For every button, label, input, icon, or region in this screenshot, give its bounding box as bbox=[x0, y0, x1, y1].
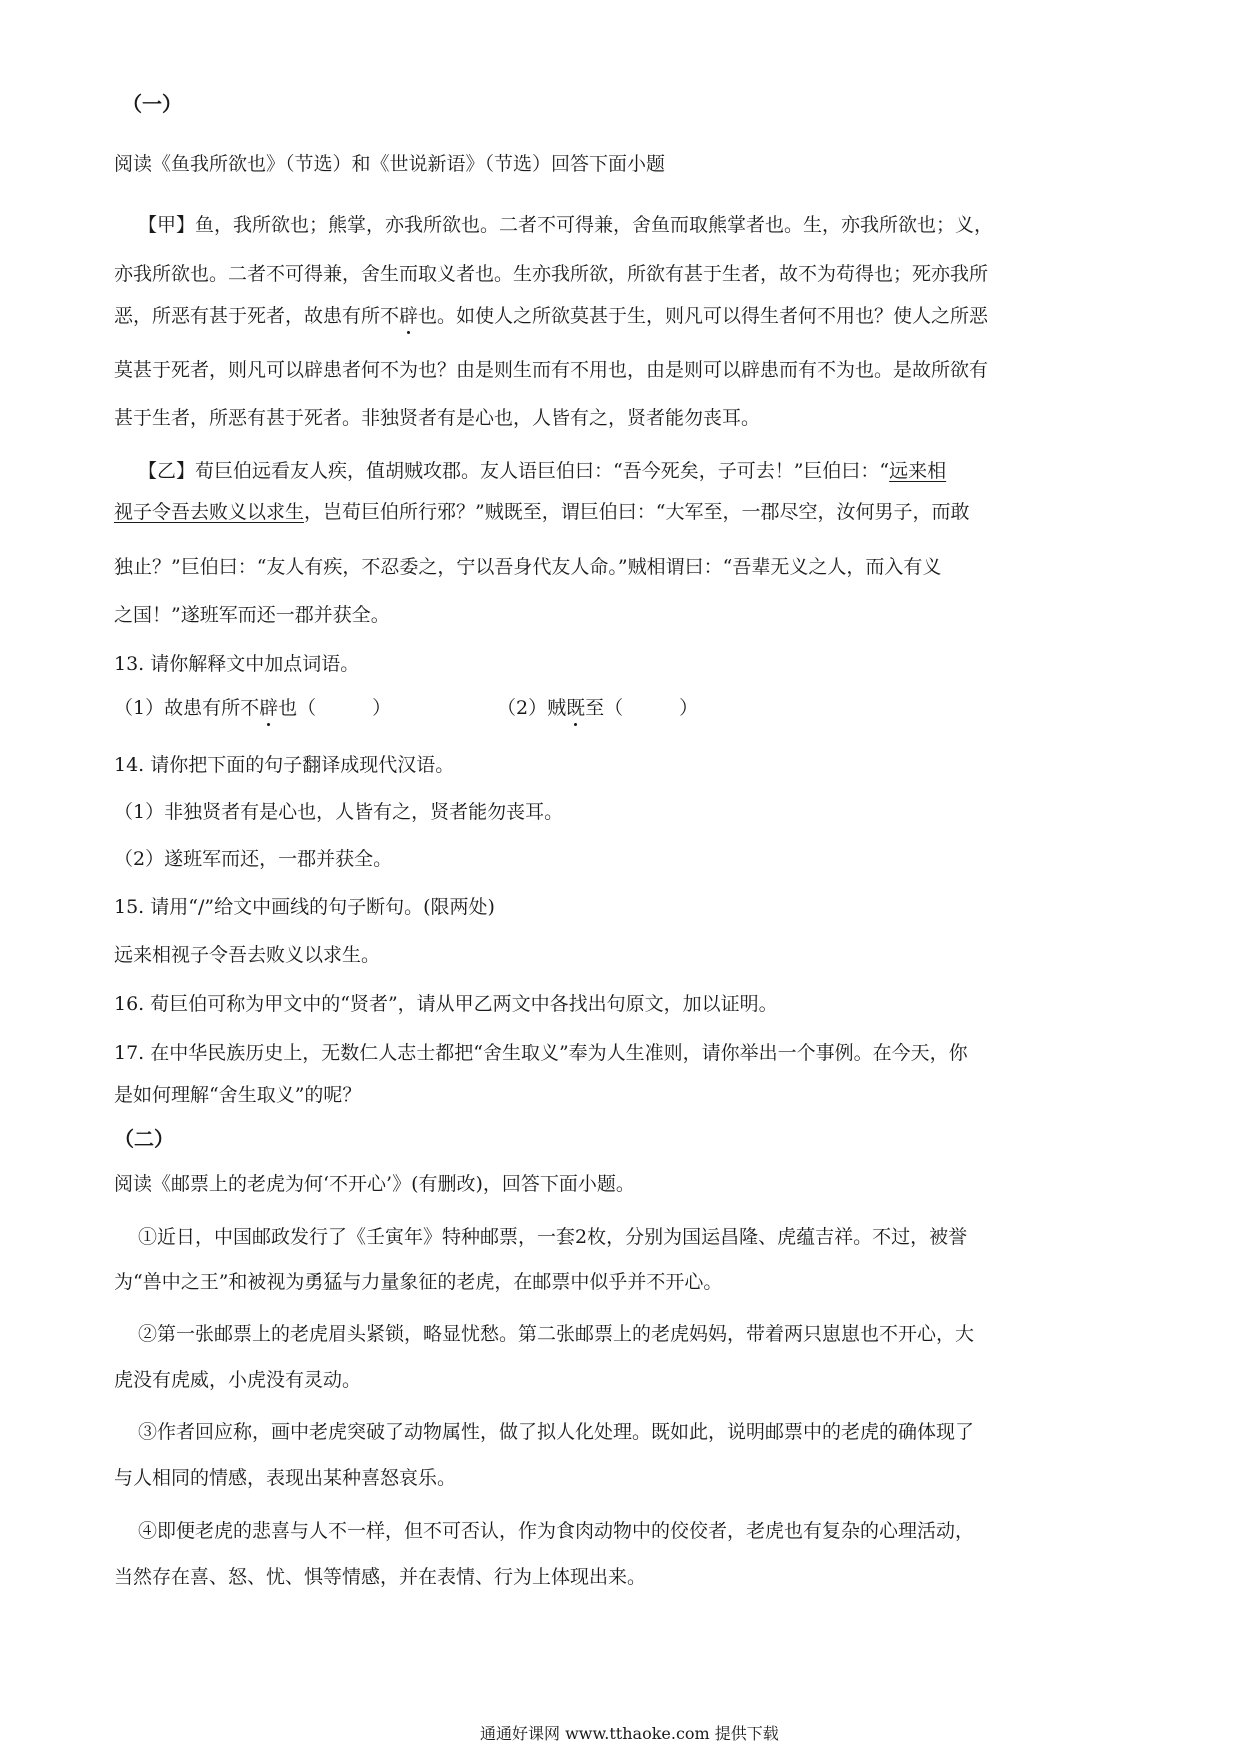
yi-line-1 bbox=[138, 459, 946, 483]
question-15-sentence: 远来相视子令吾去败义以求生。 bbox=[114, 944, 381, 966]
section2-instruction: 阅读《邮票上的老虎为何‘不开心’》(有删改)，回答下面小题。 bbox=[114, 1173, 635, 1195]
jia-line-3-text-b: 也。如使人之所欲莫甚于生，则凡可以得生者何不用也？使人之所恶 bbox=[418, 305, 989, 327]
jia-line-4: 莫甚于死者，则凡可以辟患者何不为也？由是则生而有不用也，由是则可以辟患而有不为也。是故所欲有 bbox=[114, 359, 989, 381]
section-heading-1: （一） bbox=[122, 92, 182, 116]
jia-line-3 bbox=[114, 304, 988, 328]
emphasis-dot-word-bi-q13: 辟 bbox=[259, 697, 279, 719]
para3-line-1: ③作者回应称，画中老虎突破了动物属性，做了拟人化处理。既如此，说明邮票中的老虎的确体现了 bbox=[138, 1421, 975, 1443]
para3-line-2: 与人相同的情感，表现出某种喜怒哀乐。 bbox=[114, 1467, 457, 1489]
question-14-stem: 14. 请你把下面的句子翻译成现代汉语。 bbox=[114, 754, 455, 776]
para2-line-2: 虎没有虎威，小虎没有灵动。 bbox=[114, 1369, 362, 1391]
yi-line-2 bbox=[114, 500, 969, 524]
jia-line-2: 亦我所欲也。二者不可得兼，舍生而取义者也。生亦我所欲，所欲有甚于生者，故不为苟得也；死亦我所 bbox=[114, 263, 989, 285]
para1-line-1: ①近日，中国邮政发行了《壬寅年》特种邮票，一套2枚，分别为国运昌隆、虎蕴吉祥。不过，被誉 bbox=[138, 1226, 968, 1248]
question-17-line-2: 是如何理解“舍生取义”的呢？ bbox=[114, 1084, 362, 1106]
q13-p1-text-a: （1）故患有所不 bbox=[114, 697, 260, 719]
question-17-line-1: 17. 在中华民族历史上，无数仁人志士都把“舍生取义”奉为人生准则，请你举出一个事例。在今天，你 bbox=[114, 1042, 968, 1064]
question-13-stem: 13. 请你解释文中加点词语。 bbox=[114, 653, 360, 675]
section1-instruction: 阅读《鱼我所欲也》（节选）和《世说新语》（节选）回答下面小题 bbox=[114, 153, 666, 175]
question-15-stem: 15. 请用“/”给文中画线的句子断句。(限两处) bbox=[114, 896, 495, 918]
q13-p1-text-b: 也（ bbox=[278, 697, 317, 719]
question-13-part-2 bbox=[497, 696, 698, 720]
jia-line-3-text-a: 恶，所恶有甚于死者，故患有所不 bbox=[114, 305, 400, 327]
emphasis-dot-word-bi: 辟 bbox=[399, 305, 419, 327]
para4-line-1: ④即便老虎的悲喜与人不一样，但不可否认，作为食肉动物中的佼佼者，老虎也有复杂的心理活动， bbox=[138, 1520, 975, 1542]
para2-line-1: ②第一张邮票上的老虎眉头紧锁，略显忧愁。第二张邮票上的老虎妈妈，带着两只崽崽也不开心，大 bbox=[138, 1323, 975, 1345]
page-footer: 通通好课网 www.tthaoke.com 提供下载 bbox=[480, 1724, 779, 1743]
underlined-sentence-part-1: 远来相 bbox=[889, 460, 947, 482]
q13-p2-text-b: 至（ bbox=[585, 697, 624, 719]
jia-line-5: 甚于生者，所恶有甚于死者。非独贤者有是心也，人皆有之，贤者能勿丧耳。 bbox=[114, 407, 761, 429]
yi-line-1-text: 【乙】荀巨伯远看友人疾，值胡贼攻郡。友人语巨伯曰：“吾今死矣，子可去！”巨伯曰：“ bbox=[138, 460, 890, 482]
emphasis-dot-word-ji: 既 bbox=[566, 697, 586, 719]
q13-p2-close: ） bbox=[679, 697, 699, 719]
question-13-part-1 bbox=[114, 696, 391, 720]
question-16: 16. 荀巨伯可称为甲文中的“贤者”，请从甲乙两文中各找出句原文，加以证明。 bbox=[114, 993, 778, 1015]
question-14-sentence-2: （2）遂班军而还，一郡并获全。 bbox=[114, 848, 393, 870]
q13-p2-text-a: （2）贼 bbox=[497, 697, 567, 719]
yi-line-2-text: ，岂荀巨伯所行邪？”贼既至，谓巨伯曰：“大军至，一郡尽空，汝何男子，而敢 bbox=[304, 501, 970, 523]
underlined-sentence-part-2: 视子令吾去败义以求生 bbox=[114, 501, 305, 523]
yi-line-4: 之国！”遂班军而还一郡并获全。 bbox=[114, 604, 390, 626]
yi-line-3: 独止？”巨伯曰：“友人有疾，不忍委之，宁以吾身代友人命。”贼相谓曰：“吾辈无义之人，而入有义 bbox=[114, 556, 942, 578]
section-heading-2: （二） bbox=[114, 1127, 174, 1151]
para4-line-2: 当然存在喜、怒、忧、惧等情感，并在表情、行为上体现出来。 bbox=[114, 1566, 647, 1588]
question-14-sentence-1: （1）非独贤者有是心也，人皆有之，贤者能勿丧耳。 bbox=[114, 801, 564, 823]
para1-line-2: 为“兽中之王”和被视为勇猛与力量象征的老虎，在邮票中似乎并不开心。 bbox=[114, 1271, 723, 1293]
q13-p1-close: ） bbox=[372, 697, 392, 719]
jia-line-1: 【甲】鱼，我所欲也；熊掌，亦我所欲也。二者不可得兼，舍鱼而取熊掌者也。生，亦我所欲也；义， bbox=[138, 214, 994, 236]
